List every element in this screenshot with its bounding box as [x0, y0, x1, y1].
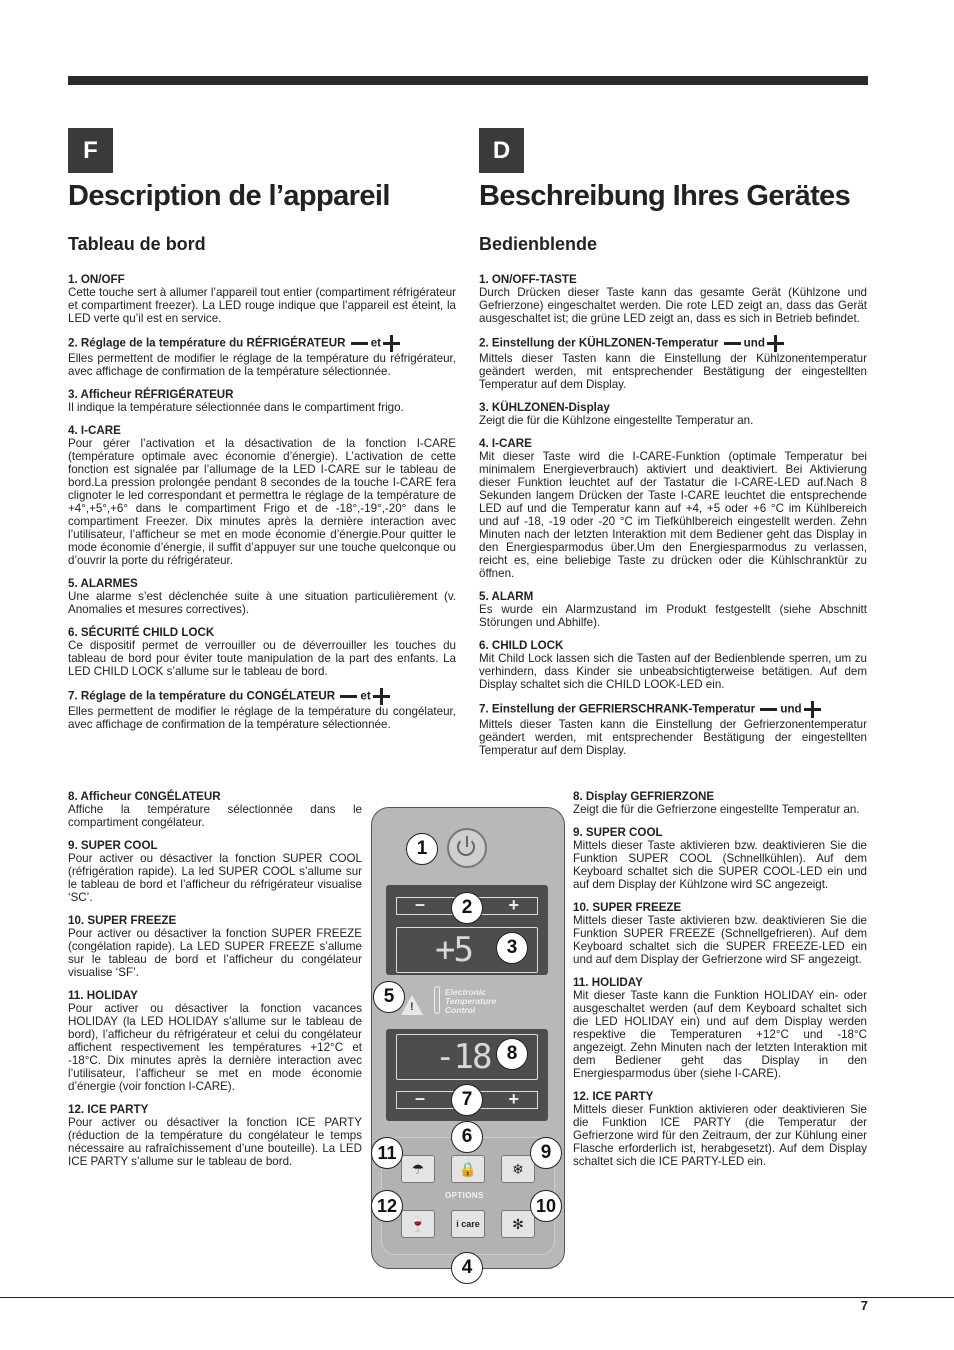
super-cool-icon: ❄: [501, 1155, 535, 1183]
subtitle-fr: Tableau de bord: [68, 234, 206, 254]
section-text: Pour activer ou désactiver la fonction vacances HOLIDAY (la LED HOLIDAY s’allume sur le tableau de bord), l’afficheur du réfrigérateur et celui du congélateur affichent respectivement les températures +12°C et -18°C. Dix minutes après la dernière interaction avec l’utilisateur, l’afficheur se met en mode économie d’énergie (voir fonction I-CARE).: [68, 1002, 362, 1093]
callout-11: 11: [371, 1137, 403, 1169]
callout-2: 2: [451, 892, 483, 924]
ice-party-icon: 🍷: [401, 1210, 435, 1238]
section: [479, 590, 867, 629]
section-text: Ce dispositif permet de verrouiller ou de déverrouiller les touches du tableau de bord pour éviter toute manipulation de la part des enfants. La LED CHILD LOCK s’allume sur le tableau de bord.: [68, 639, 456, 678]
plus-icon: [383, 335, 400, 352]
title-fr: Description de l’appareil: [68, 180, 390, 212]
section-text: Mit Child Lock lassen sich die Tasten auf der Bedienblende sperren, um zu verhindern, dass Kinder sie unbeabsichtigterweise betätigen. Auf dem Display schaltet sich die CHILD LOOK-LED ein.: [479, 652, 867, 691]
callout-1: 1: [406, 833, 438, 865]
section: [479, 401, 867, 427]
section-text: Zeigt die für die Gefrierzone eingestellte Temperatur an.: [573, 803, 860, 816]
section-heading: [573, 790, 867, 803]
section-heading-text: 2. Réglage de la température du RÉFRIGÉRATEUR: [68, 336, 346, 350]
section: [573, 976, 867, 1080]
section: [479, 639, 867, 691]
section-text: Affiche la température sélectionnée dans le compartiment congélateur.: [68, 803, 362, 829]
top-rule: [68, 76, 868, 85]
section: [479, 437, 867, 580]
section-text: Cette touche sert à allumer l’appareil tout entier (compartiment réfrigérateur et compartiment freezer). La LED rouge indique que l’appareil est éteint, la LED verte qu’il est en service.: [68, 286, 456, 325]
electronic-temperature-control: [401, 985, 541, 1021]
section: [68, 424, 456, 567]
section-heading: [68, 335, 456, 352]
section-text: Es wurde ein Alarmzustand im Produkt festgestellt (siehe Abschnitt Störungen und Abhilfe).: [479, 603, 867, 629]
section-heading: [573, 826, 867, 839]
section: [68, 989, 362, 1093]
section-heading-text: 5. ALARM: [479, 590, 534, 603]
section-text: Mit dieser Taste wird die I-CARE-Funktion (optimale Temperatur bei minimalem Energieverbrauch) aktiviert und deaktiviert. Bei Aktivierung dieser Funktion leuchtet auf der Tastatur die I-CARE-LED auf.Nach 8 Sekunden langem Drücken der Taste I-CARE leuchtet die entsprechende LED auf und die Temperatur kann auf +4, +5 oder +6 °C im Kühlbereich und auf -18, -19 oder -20 °C im Tiefkühlbereich eingestellt werden. Zehn Minuten nach der letzten Interaktion mit dem Bediener geht das Display in den Energiesparmodus über.Um den Energiesparmodus zu verlassen, reicht es, eine beliebige Taste zu drücken oder die Kühlschranktür zu öffnen.: [479, 450, 867, 580]
callout-7: 7: [451, 1084, 483, 1116]
section-heading: [68, 273, 456, 286]
section-heading: [479, 437, 867, 450]
callout-12: 12: [371, 1190, 403, 1222]
section-heading: [68, 577, 456, 590]
section-heading-text: 10. SUPER FREEZE: [573, 901, 682, 914]
section-heading: [573, 901, 867, 914]
section-heading-text: 3. Afficheur RÉFRIGÉRATEUR: [68, 388, 234, 401]
column-de: [479, 273, 867, 767]
power-icon-stem: [466, 836, 468, 847]
section-heading-text: 12. ICE PARTY: [68, 1103, 149, 1116]
section: [68, 577, 456, 616]
section-heading: [68, 388, 456, 401]
callout-6: 6: [451, 1121, 483, 1153]
section: [68, 388, 456, 414]
column-de-narrow: [573, 790, 867, 1178]
minus-icon: [351, 342, 368, 345]
page-number: 7: [860, 1298, 868, 1313]
section: [68, 1103, 362, 1168]
section-text: Pour gérer l’activation et la désactivation de la fonction I-CARE (température optimale avec économie d’énergie). L’activation de cette fonction est signalée par l’allumage de la LED I-CARE sur le tableau de bord.La pression prolongée pendant 8 secondes de la touche I-CARE fera clignoter le led correspondant et permettra le réglage de la température de +4°,+5°,+6° dans le compartiment Frigo et de -18°,-19°,-20° dans le compartiment Freezer. Dix minutes après la dernière interaction avec l’utilisateur, l’afficheur se met en mode économie d’énergie.Pour quitter le mode économie d’énergie, il suffit d’appuyer sur une touche quelconque ou d’ouvrir la porte du réfrigérateur.: [68, 437, 456, 567]
fridge-plus-icon: +: [508, 895, 519, 915]
callout-10: 10: [530, 1190, 562, 1222]
section: [573, 901, 867, 966]
section-text: Pour activer ou désactiver la fonction SUPER COOL (réfrigération rapide). La led SUPER COOL s’allume sur le tableau de bord et l’afficheur du réfrigérateur visualise ‘SC’.: [68, 852, 362, 904]
section-heading: [479, 590, 867, 603]
subtitle-de: Bedienblende: [479, 234, 598, 254]
section: [68, 335, 456, 378]
section-text: Mit dieser Taste kann die Funktion HOLIDAY ein- oder ausgeschaltet werden (auf dem Keyboard schaltet sich die LED HOLIDAY ein) und auf dem Display werden respektive die Temperaturen +12°C und -18°C angezeigt. Zehn Minuten nach der letzten Interaktion mit dem Bediener geht das Display in den Energiesparmodus über (siehe I-CARE).: [573, 989, 867, 1080]
section: [479, 273, 867, 325]
section-text: Mittels dieser Taste aktivieren bzw. deaktivieren Sie die Funktion SUPER COOL (Schnellkühlen). Auf dem Keyboard schaltet sich die SUPER COOL-LED ein und auf dem Display der Kühlzone wird SC angezeigt.: [573, 839, 867, 891]
language-badge-f: F: [68, 128, 113, 173]
callout-4: 4: [451, 1252, 483, 1284]
section-heading-text: 11. HOLIDAY: [68, 989, 138, 1002]
section-heading: [68, 790, 362, 803]
section: [573, 826, 867, 891]
control-panel-illustration: [371, 807, 565, 1278]
section-heading-text: 4. I-CARE: [479, 437, 532, 450]
section-heading-text: 8. Afficheur C0NGÉLATEUR: [68, 790, 221, 803]
holiday-button-icon: ☂: [401, 1155, 435, 1183]
callout-8: 8: [496, 1038, 528, 1070]
section-heading-text: 12. ICE PARTY: [573, 1090, 654, 1103]
section: [68, 688, 456, 731]
fridge-minus-icon: –: [415, 894, 426, 914]
section-heading: [479, 401, 867, 414]
etc-label: Electronic Temperature Control: [445, 987, 497, 1015]
language-badge-d: D: [479, 128, 524, 173]
section-heading: [479, 335, 867, 352]
section: [68, 273, 456, 325]
heading-conjunction: et: [370, 336, 381, 350]
plus-icon: [767, 335, 784, 352]
section: [479, 701, 867, 757]
heading-conjunction: und: [743, 336, 765, 350]
section-heading: [68, 839, 362, 852]
section: [68, 839, 362, 904]
section-text: Une alarme s’est déclenchée suite à une situation particulièrement (v. Anomalies et mesures correctives).: [68, 590, 456, 616]
section-heading-text: 1. ON/OFF-TASTE: [479, 273, 577, 286]
section-text: Elles permettent de modifier le réglage de la température du réfrigérateur, avec affichage de confirmation de la température sélectionnée.: [68, 352, 456, 378]
bottom-rule: [0, 1297, 954, 1298]
section: [573, 1090, 867, 1168]
section-text: Pour activer ou désactiver la fonction SUPER FREEZE (congélation rapide). La LED SUPER FREEZE s’allume sur le tableau de bord et l’afficheur du congélateur visualise ‘SF’.: [68, 927, 362, 979]
section-text: Mittels dieser Tasten kann die Einstellung der Kühlzonentemperatur geändert werden, mit entsprechender Bestätigung der eingestellten Temperatur auf dem Display.: [479, 352, 867, 391]
section-heading-text: 9. SUPER COOL: [68, 839, 158, 852]
callout-9: 9: [530, 1137, 562, 1169]
section-heading: [479, 273, 867, 286]
section-heading-text: 4. I-CARE: [68, 424, 121, 437]
section-heading-text: 6. SÉCURITÉ CHILD LOCK: [68, 626, 215, 639]
warning-mark: !: [410, 1001, 414, 1013]
heading-conjunction: et: [360, 689, 371, 703]
callout-3: 3: [496, 932, 528, 964]
section-heading: [68, 424, 456, 437]
section-heading: [479, 639, 867, 652]
minus-icon: [760, 708, 777, 711]
freezer-minus-icon: –: [415, 1088, 426, 1108]
section-heading: [479, 701, 867, 718]
thermometer-icon: [434, 986, 440, 1014]
section-text: Mittels dieser Taste aktivieren bzw. deaktivieren Sie die Funktion SUPER FREEZE (Schnellgefrieren). Auf dem Keyboard schaltet sich die SUPER FREEZE-LED ein und auf dem Display der Gefrierzone wird SF angezeigt.: [573, 914, 867, 966]
section-heading-text: 7. Einstellung der GEFRIERSCHRANK-Temperatur: [479, 702, 756, 716]
column-fr: [68, 273, 456, 741]
section-heading-text: 5. ALARMES: [68, 577, 138, 590]
section-heading-text: 2. Einstellung der KÜHLZONEN-Temperatur: [479, 336, 719, 350]
column-fr-narrow: [68, 790, 362, 1178]
section-heading: [68, 626, 456, 639]
plus-icon: [804, 701, 821, 718]
section-heading-text: 8. Display GEFRIERZONE: [573, 790, 715, 803]
freezer-plus-icon: +: [508, 1089, 519, 1109]
section: [68, 626, 456, 678]
super-freeze-icon: ✻: [501, 1210, 535, 1238]
power-button: [447, 828, 487, 868]
section-text: Mittels dieser Funktion aktivieren oder deaktivieren Sie die Funktion ICE PARTY (die Temperatur der Gefrierzone wird für den Zeitraum, der zur Kühlung einer Flasche erforderlich ist, herabgesetzt). Auf dem Display schaltet sich die ICE PARTY-LED ein.: [573, 1103, 867, 1168]
section-heading: [68, 688, 456, 705]
section-heading: [68, 914, 362, 927]
section-text: Zeigt die für die Kühlzone eingestellte Temperatur an.: [479, 414, 754, 427]
section-text: Il indique la température sélectionnée dans le compartiment frigo.: [68, 401, 404, 414]
section-heading-text: 11. HOLIDAY: [573, 976, 643, 989]
section-heading: [573, 1090, 867, 1103]
plus-icon: [373, 688, 390, 705]
callout-5: 5: [373, 981, 405, 1013]
options-label: OPTIONS: [445, 1191, 484, 1200]
section-heading: [68, 989, 362, 1002]
section-heading: [573, 976, 867, 989]
section: [68, 790, 362, 829]
section-heading-text: 1. ON/OFF: [68, 273, 125, 286]
child-lock-icon: 🔒: [451, 1155, 485, 1183]
section: [573, 790, 867, 816]
section-text: Pour activer ou désactiver la fonction ICE PARTY (réduction de la température du congélateur le temps nécessaire au rafraîchissement d’une bouteille). La LED ICE PARTY s’allume sur le tableau de bord.: [68, 1116, 362, 1168]
section-text: Durch Drücken dieser Taste kann das gesamte Gerät (Kühlzone und Gefrierzone) eingeschaltet werden. Die rote LED zeigt an, dass das Gerät ausgeschaltet ist; die grüne LED zeigt an, dass es sich in Betrieb befindet.: [479, 286, 867, 325]
section-text: Elles permettent de modifier le réglage de la température du congélateur, avec affichage de confirmation de la température sélectionnée.: [68, 705, 456, 731]
section: [68, 914, 362, 979]
section-heading-text: 7. Réglage de la température du CONGÉLATEUR: [68, 689, 336, 703]
section-text: Mittels dieser Tasten kann die Einstellung der Gefrierzonentemperatur geändert werden, mit entsprechender Bestätigung der eingestellten Temperatur auf dem Display.: [479, 718, 867, 757]
minus-icon: [340, 695, 357, 698]
section-heading: [68, 1103, 362, 1116]
title-de: Beschreibung Ihres Gerätes: [479, 180, 851, 212]
section: [479, 335, 867, 391]
heading-conjunction: und: [780, 702, 802, 716]
freezer-display-value: -18: [435, 1037, 491, 1077]
icare-icon: i care: [451, 1210, 485, 1238]
minus-icon: [724, 342, 741, 345]
section-heading-text: 9. SUPER COOL: [573, 826, 663, 839]
section-heading-text: 6. CHILD LOCK: [479, 639, 564, 652]
section-heading-text: 10. SUPER FREEZE: [68, 914, 177, 927]
section-heading-text: 3. KÜHLZONEN-Display: [479, 401, 610, 414]
fridge-display-value: +5: [435, 930, 472, 970]
